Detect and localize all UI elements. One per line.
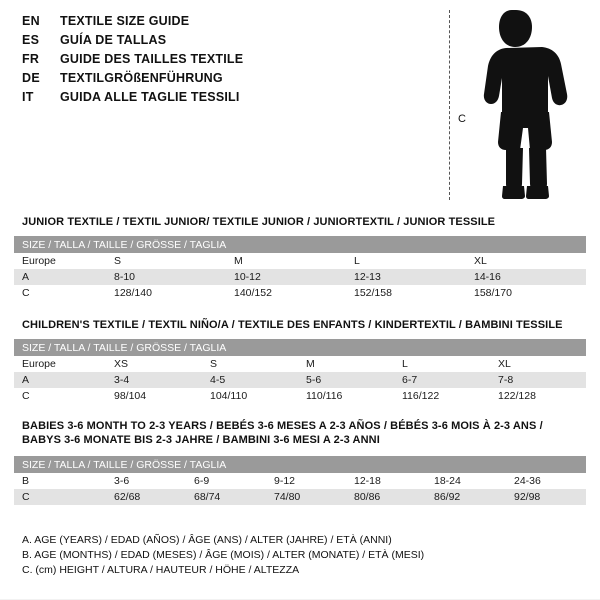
cell: 140/152 (226, 285, 346, 301)
cell: 92/98 (506, 489, 586, 505)
cell: L (394, 356, 490, 372)
height-measure-label: C (458, 113, 466, 125)
table-row (14, 269, 586, 285)
legend-line-age-months: B. AGE (MONTHS) / EDAD (MESES) / ÂGE (MOIS) / ALTER (MONATE) / ETÀ (MESI) (22, 549, 425, 561)
legend-line-height: C. (cm) HEIGHT / ALTURA / HAUTEUR / HÖHE / ALTEZZA (22, 564, 300, 576)
cell: 110/116 (298, 388, 394, 404)
cell: 10-12 (226, 269, 346, 285)
cell: 152/158 (346, 285, 466, 301)
table-row (14, 253, 586, 269)
section-title-babies (22, 419, 543, 447)
language-row (22, 52, 422, 71)
language-row (22, 90, 422, 109)
cell: L (346, 253, 466, 269)
cell: 116/122 (394, 388, 490, 404)
cell: 7-8 (490, 372, 586, 388)
cell: S (202, 356, 298, 372)
row-label: A (14, 372, 106, 388)
cell: XL (490, 356, 586, 372)
cell: M (226, 253, 346, 269)
cell: 8-10 (106, 269, 226, 285)
cell: 6-9 (186, 473, 266, 489)
table-header-label: SIZE / TALLA / TAILLE / GRÖSSE / TAGLIA (14, 339, 586, 356)
cell: 122/128 (490, 388, 586, 404)
section-title-children: CHILDREN'S TEXTILE / TEXTIL NIÑO/A / TEXTILE DES ENFANTS / KINDERTEXTIL / BAMBINI TESSILE (22, 319, 563, 331)
cell: 6-7 (394, 372, 490, 388)
child-silhouette-icon (482, 8, 590, 200)
row-label: A (14, 269, 106, 285)
cell: XL (466, 253, 586, 269)
cell: 12-13 (346, 269, 466, 285)
row-label: Europe (14, 356, 106, 372)
language-row (22, 71, 422, 90)
table-header-label: SIZE / TALLA / TAILLE / GRÖSSE / TAGLIA (14, 456, 586, 473)
language-title: GUIDA ALLE TAGLIE TESSILI (60, 90, 240, 104)
cell: 68/74 (186, 489, 266, 505)
cell: 5-6 (298, 372, 394, 388)
row-label: B (14, 473, 106, 489)
table-row (14, 489, 586, 505)
cell: 12-18 (346, 473, 426, 489)
table-babies (14, 456, 586, 505)
row-label: C (14, 388, 106, 404)
cell: 18-24 (426, 473, 506, 489)
table-row (14, 473, 586, 489)
table-junior (14, 236, 586, 301)
language-code: ES (22, 33, 40, 47)
legend-line-age-years: A. AGE (YEARS) / EDAD (AÑOS) / ÂGE (ANS) / ALTER (JAHRE) / ETÀ (ANNI) (22, 534, 392, 546)
height-measure-line (449, 10, 450, 200)
cell: XS (106, 356, 202, 372)
cell: 4-5 (202, 372, 298, 388)
cell: 98/104 (106, 388, 202, 404)
table-header-row (14, 236, 586, 253)
language-title: GUÍA DE TALLAS (60, 33, 167, 47)
table-row (14, 372, 586, 388)
table-children (14, 339, 586, 404)
row-label: Europe (14, 253, 106, 269)
table-header-row (14, 456, 586, 473)
table-row (14, 388, 586, 404)
cell: 80/86 (346, 489, 426, 505)
table-row (14, 356, 586, 372)
language-title: TEXTILGRÖßENFÜHRUNG (60, 71, 223, 85)
language-code: EN (22, 14, 40, 28)
cell: 14-16 (466, 269, 586, 285)
cell: 3-6 (106, 473, 186, 489)
language-row (22, 33, 422, 52)
table-row (14, 285, 586, 301)
cell: 158/170 (466, 285, 586, 301)
cell: 86/92 (426, 489, 506, 505)
measurement-figure (440, 6, 590, 206)
language-title-block (22, 14, 422, 109)
language-row (22, 14, 422, 33)
cell: 62/68 (106, 489, 186, 505)
section-title-junior: JUNIOR TEXTILE / TEXTIL JUNIOR/ TEXTILE JUNIOR / JUNIORTEXTIL / JUNIOR TESSILE (22, 216, 496, 228)
language-title: TEXTILE SIZE GUIDE (60, 14, 190, 28)
language-code: DE (22, 71, 40, 85)
cell: 3-4 (106, 372, 202, 388)
cell: 74/80 (266, 489, 346, 505)
language-code: IT (22, 90, 34, 104)
section-title-babies-line1: BABIES 3-6 MONTH TO 2-3 YEARS / BEBÉS 3-6 MESES A 2-3 AÑOS / BÉBÉS 3-6 MOIS À 2-3 ANS / (22, 420, 543, 432)
cell: 104/110 (202, 388, 298, 404)
table-header-label: SIZE / TALLA / TAILLE / GRÖSSE / TAGLIA (14, 236, 586, 253)
section-title-babies-line2: BABYS 3-6 MONATE BIS 2-3 JAHRE / BAMBINI 3-6 MESI A 2-3 ANNI (22, 434, 380, 446)
table-header-row (14, 339, 586, 356)
row-label: C (14, 285, 106, 301)
cell: 128/140 (106, 285, 226, 301)
cell: M (298, 356, 394, 372)
language-title: GUIDE DES TAILLES TEXTILE (60, 52, 244, 66)
cell: S (106, 253, 226, 269)
cell: 9-12 (266, 473, 346, 489)
legend-block (22, 533, 582, 578)
row-label: C (14, 489, 106, 505)
language-code: FR (22, 52, 40, 66)
cell: 24-36 (506, 473, 586, 489)
